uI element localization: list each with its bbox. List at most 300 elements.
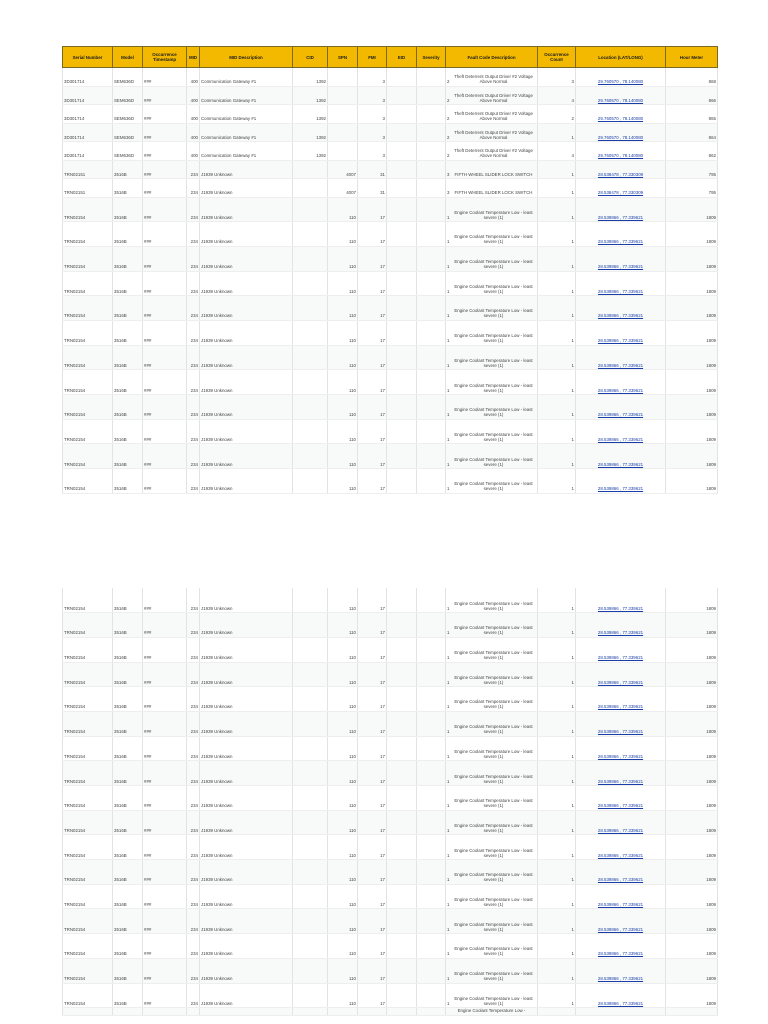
location-link[interactable]: 28.539866 , 77.339621 bbox=[597, 436, 644, 442]
model-cell: 3516B bbox=[113, 662, 143, 687]
fmi-cell: 31 bbox=[358, 179, 387, 198]
location-link[interactable]: 28.539866 , 77.339621 bbox=[597, 630, 644, 636]
spn-cell: 110 bbox=[328, 271, 358, 296]
eid-cell bbox=[387, 105, 417, 124]
hour-meter-cell: 1809 bbox=[666, 958, 718, 983]
model-cell: SEM636D bbox=[113, 68, 143, 87]
eid-cell bbox=[387, 444, 417, 469]
timestamp-cell: ### bbox=[143, 246, 187, 271]
model-cell: 3516B bbox=[113, 810, 143, 835]
location-link[interactable]: 29.760570 , 78.140080 bbox=[597, 134, 644, 140]
fmi-cell: 17 bbox=[358, 860, 387, 885]
col-header-occurrence-count: Occurrence Count bbox=[538, 47, 576, 68]
mid-description-cell: J1939 Unknown bbox=[200, 345, 293, 370]
fmi-cell: 17 bbox=[358, 197, 387, 222]
location-link[interactable]: 28.539866 , 77.339621 bbox=[597, 729, 644, 735]
location-link[interactable]: 28.539866 , 77.339621 bbox=[597, 704, 644, 710]
severity-cell bbox=[417, 909, 446, 934]
severity-cell bbox=[417, 884, 446, 909]
mid-description-cell: J1939 Unknown bbox=[200, 958, 293, 983]
mid-cell: 400 bbox=[187, 68, 200, 87]
occurrence-count-cell: 1 bbox=[538, 687, 576, 712]
col-header-timestamp: Occurrence Timestamp bbox=[143, 47, 187, 68]
serial-number-cell: TRN02154 bbox=[63, 958, 113, 983]
fault-description-cell bbox=[446, 786, 538, 811]
model-cell: SEM636D bbox=[113, 105, 143, 124]
location-cell bbox=[576, 958, 666, 983]
location-link[interactable]: 28.539866 , 77.339621 bbox=[597, 264, 644, 270]
fault-description-text: Engine Coolant Temperature Low - least severe (1) bbox=[454, 456, 533, 467]
fmi-cell: 17 bbox=[358, 271, 387, 296]
location-link[interactable]: 28.539866 , 77.339621 bbox=[597, 1000, 644, 1006]
table-row bbox=[63, 246, 718, 271]
cid-cell bbox=[293, 222, 328, 247]
serial-number-cell: TRN02154 bbox=[63, 469, 113, 494]
severity-cell bbox=[417, 395, 446, 420]
cid-cell bbox=[293, 711, 328, 736]
severity-cell bbox=[417, 246, 446, 271]
fault-description-cell bbox=[446, 105, 538, 124]
empty-cell bbox=[666, 1008, 718, 1016]
hour-meter-cell: 1809 bbox=[666, 419, 718, 444]
location-link[interactable]: 29.760570 , 78.140080 bbox=[597, 116, 644, 121]
occurrence-count-cell: 1 bbox=[538, 320, 576, 345]
fault-description-text: Theft Deterrent Output Driver #2 Voltage Above Normal bbox=[454, 92, 533, 103]
timestamp-cell: ### bbox=[143, 296, 187, 321]
location-cell bbox=[576, 370, 666, 395]
table-row bbox=[63, 444, 718, 469]
severity-number: 1 bbox=[447, 338, 450, 344]
table-row bbox=[63, 736, 718, 761]
mid-cell: 234 bbox=[187, 469, 200, 494]
location-link[interactable]: 28.539866 , 77.339621 bbox=[597, 412, 644, 418]
location-link[interactable]: 29.760570 , 78.140080 bbox=[597, 153, 644, 158]
fault-description-text: Engine Coolant Temperature Low - least severe (1) bbox=[454, 333, 533, 344]
fault-table bbox=[62, 46, 718, 494]
spn-cell: 110 bbox=[328, 736, 358, 761]
severity-cell bbox=[417, 105, 446, 124]
table-row-partial bbox=[63, 1008, 718, 1016]
location-link[interactable]: 28.539866 , 77.339621 bbox=[597, 239, 644, 245]
severity-number: 2 bbox=[447, 97, 450, 103]
severity-cell bbox=[417, 662, 446, 687]
timestamp-cell: ### bbox=[143, 123, 187, 142]
fmi-cell: 17 bbox=[358, 810, 387, 835]
location-link[interactable]: 28.539866 , 77.339621 bbox=[597, 753, 644, 759]
severity-number: 2 bbox=[447, 153, 450, 158]
location-cell bbox=[576, 246, 666, 271]
fmi-cell: 17 bbox=[358, 444, 387, 469]
mid-description-cell: J1939 Unknown bbox=[200, 246, 293, 271]
fault-description-text: FIFTH WHEEL SLIDER LOCK SWITCH bbox=[454, 190, 533, 195]
eid-cell bbox=[387, 419, 417, 444]
fault-description-text: Engine Coolant Temperature Low - least severe (1) bbox=[454, 971, 533, 981]
timestamp-cell: ### bbox=[143, 909, 187, 934]
location-link[interactable]: 28.539866 , 77.339621 bbox=[597, 679, 644, 685]
mid-cell: 234 bbox=[187, 983, 200, 1008]
fault-description-cell bbox=[446, 958, 538, 983]
empty-cell bbox=[187, 1008, 200, 1016]
location-link[interactable]: 28.539866 , 77.339621 bbox=[597, 926, 644, 932]
model-cell: 3516B bbox=[113, 786, 143, 811]
location-link[interactable]: 28.539866 , 77.339621 bbox=[597, 362, 644, 368]
serial-number-cell: TRN02154 bbox=[63, 934, 113, 959]
location-link[interactable]: 28.539866 , 77.339621 bbox=[597, 214, 644, 220]
eid-cell bbox=[387, 613, 417, 638]
model-cell: 3516B bbox=[113, 419, 143, 444]
mid-cell: 234 bbox=[187, 345, 200, 370]
serial-number-cell: TRN02154 bbox=[63, 637, 113, 662]
mid-cell: 234 bbox=[187, 810, 200, 835]
mid-cell: 234 bbox=[187, 662, 200, 687]
fmi-cell: 17 bbox=[358, 613, 387, 638]
timestamp-cell: ### bbox=[143, 613, 187, 638]
location-link[interactable]: 28.539866 , 77.339621 bbox=[597, 655, 644, 661]
severity-number: 1 bbox=[447, 901, 450, 907]
model-cell: 3516B bbox=[113, 160, 143, 179]
fault-description-cell bbox=[446, 179, 538, 198]
model-cell: 3516B bbox=[113, 370, 143, 395]
location-cell bbox=[576, 884, 666, 909]
mid-cell: 234 bbox=[187, 637, 200, 662]
table-row bbox=[63, 419, 718, 444]
cid-cell bbox=[293, 419, 328, 444]
fmi-cell: 17 bbox=[358, 662, 387, 687]
severity-cell bbox=[417, 588, 446, 613]
mid-cell: 234 bbox=[187, 395, 200, 420]
fault-description-cell bbox=[446, 271, 538, 296]
severity-number: 1 bbox=[447, 704, 450, 710]
timestamp-cell: ### bbox=[143, 370, 187, 395]
serial-number-cell: 3D301714 bbox=[63, 123, 113, 142]
hour-meter-cell: 1809 bbox=[666, 736, 718, 761]
model-cell: 3516B bbox=[113, 345, 143, 370]
eid-cell bbox=[387, 68, 417, 87]
serial-number-cell: TRN02154 bbox=[63, 588, 113, 613]
fault-description-text: Theft Deterrent Output Driver #2 Voltage Above Normal bbox=[454, 148, 533, 158]
hour-meter-cell: 1809 bbox=[666, 197, 718, 222]
col-header-fmi: FMI bbox=[358, 47, 387, 68]
location-link[interactable]: 28.539866 , 77.339621 bbox=[597, 901, 644, 907]
mid-cell: 400 bbox=[187, 123, 200, 142]
mid-description-cell: J1939 Unknown bbox=[200, 934, 293, 959]
model-cell: 3516B bbox=[113, 296, 143, 321]
table-row bbox=[63, 983, 718, 1008]
hour-meter-cell: 862 bbox=[666, 142, 718, 161]
location-link[interactable]: 28.539866 , 77.339621 bbox=[597, 951, 644, 957]
location-cell bbox=[576, 711, 666, 736]
mid-description-cell: J1939 Unknown bbox=[200, 810, 293, 835]
eid-cell bbox=[387, 370, 417, 395]
serial-number-cell: TRN02154 bbox=[63, 296, 113, 321]
hour-meter-cell: 1809 bbox=[666, 370, 718, 395]
severity-number: 1 bbox=[447, 778, 450, 784]
location-link[interactable]: 28.539866 , 77.339621 bbox=[597, 288, 644, 294]
timestamp-cell: ### bbox=[143, 983, 187, 1008]
fault-description-text: Engine Coolant Temperature Low - least severe (1) bbox=[454, 431, 533, 442]
serial-number-cell: TRN02154 bbox=[63, 222, 113, 247]
severity-cell bbox=[417, 142, 446, 161]
fmi-cell: 17 bbox=[358, 222, 387, 247]
fmi-cell: 17 bbox=[358, 637, 387, 662]
hour-meter-cell: 1809 bbox=[666, 835, 718, 860]
spn-cell: 110 bbox=[328, 958, 358, 983]
fault-description-cell bbox=[446, 983, 538, 1008]
mid-description-cell: J1939 Unknown bbox=[200, 736, 293, 761]
table-row bbox=[63, 810, 718, 835]
table-body bbox=[63, 68, 718, 494]
table-row bbox=[63, 142, 718, 161]
severity-number: 1 bbox=[447, 729, 450, 735]
table-row bbox=[63, 687, 718, 712]
mid-cell: 400 bbox=[187, 86, 200, 105]
serial-number-cell: TRN02154 bbox=[63, 271, 113, 296]
severity-number: 1 bbox=[447, 214, 450, 220]
severity-number: 1 bbox=[447, 461, 450, 467]
spn-cell: 110 bbox=[328, 637, 358, 662]
mid-cell: 234 bbox=[187, 222, 200, 247]
eid-cell bbox=[387, 909, 417, 934]
spn-cell: 110 bbox=[328, 835, 358, 860]
location-link[interactable]: 28.539866 , 77.339621 bbox=[597, 338, 644, 344]
serial-number-cell: TRN02154 bbox=[63, 711, 113, 736]
location-link[interactable]: 28.539866 , 77.339621 bbox=[597, 976, 644, 981]
timestamp-cell: ### bbox=[143, 271, 187, 296]
location-link[interactable]: 28.539866 , 77.339621 bbox=[597, 605, 644, 611]
cid-cell: 1392 bbox=[293, 68, 328, 87]
mid-cell: 234 bbox=[187, 444, 200, 469]
hour-meter-cell: 1809 bbox=[666, 246, 718, 271]
location-cell bbox=[576, 86, 666, 105]
fmi-cell: 17 bbox=[358, 983, 387, 1008]
col-header-severity: Severity bbox=[417, 47, 446, 68]
cid-cell bbox=[293, 345, 328, 370]
eid-cell bbox=[387, 160, 417, 179]
mid-description-cell: J1939 Unknown bbox=[200, 637, 293, 662]
location-cell bbox=[576, 160, 666, 179]
table-row bbox=[63, 835, 718, 860]
table-row bbox=[63, 345, 718, 370]
severity-number: 2 bbox=[447, 134, 450, 140]
eid-cell bbox=[387, 958, 417, 983]
table-row bbox=[63, 588, 718, 613]
serial-number-cell: TRN02154 bbox=[63, 736, 113, 761]
mid-description-cell: Communication Gateway #1 bbox=[200, 105, 293, 124]
location-link[interactable]: 28.539866 , 77.339621 bbox=[597, 877, 644, 883]
severity-number: 1 bbox=[447, 362, 450, 368]
mid-description-cell: J1939 Unknown bbox=[200, 662, 293, 687]
fault-description-cell bbox=[446, 142, 538, 161]
severity-cell bbox=[417, 271, 446, 296]
col-header-hour-meter: Hour Meter bbox=[666, 47, 718, 68]
table-row bbox=[63, 958, 718, 983]
cid-cell bbox=[293, 296, 328, 321]
location-link[interactable]: 28.539866 , 77.339621 bbox=[597, 387, 644, 393]
fault-description-cell bbox=[446, 687, 538, 712]
model-cell: 3516B bbox=[113, 395, 143, 420]
mid-description-cell: J1939 Unknown bbox=[200, 613, 293, 638]
spn-cell: 110 bbox=[328, 246, 358, 271]
location-link[interactable]: 28.538478 , 77.330309 bbox=[597, 190, 644, 195]
fault-description-text: Engine Coolant Temperature Low - least severe (1) bbox=[454, 600, 533, 611]
fault-description-cell bbox=[446, 320, 538, 345]
table-row bbox=[63, 662, 718, 687]
location-link[interactable]: 28.539866 , 77.339621 bbox=[597, 461, 644, 467]
eid-cell bbox=[387, 469, 417, 494]
hour-meter-cell: 1809 bbox=[666, 588, 718, 613]
spn-cell: 110 bbox=[328, 588, 358, 613]
eid-cell bbox=[387, 835, 417, 860]
spn-cell: 110 bbox=[328, 345, 358, 370]
fault-description-text: Engine Coolant Temperature Low - least severe (1) bbox=[454, 234, 533, 245]
occurrence-count-cell: 1 bbox=[538, 419, 576, 444]
fault-description-cell bbox=[446, 222, 538, 247]
hour-meter-cell: 1809 bbox=[666, 222, 718, 247]
spn-cell: 110 bbox=[328, 222, 358, 247]
table-row bbox=[63, 271, 718, 296]
hour-meter-cell: 1809 bbox=[666, 884, 718, 909]
location-link[interactable]: 28.539866 , 77.339621 bbox=[597, 778, 644, 784]
timestamp-cell: ### bbox=[143, 662, 187, 687]
spn-cell: 4007 bbox=[328, 160, 358, 179]
model-cell: 3516B bbox=[113, 835, 143, 860]
cid-cell bbox=[293, 637, 328, 662]
fault-description-text: Engine Coolant Temperature Low - least severe (1) bbox=[454, 699, 533, 710]
serial-number-cell: TRN02154 bbox=[63, 419, 113, 444]
timestamp-cell: ### bbox=[143, 835, 187, 860]
mid-description-cell: J1939 Unknown bbox=[200, 835, 293, 860]
severity-cell bbox=[417, 86, 446, 105]
cid-cell: 1392 bbox=[293, 123, 328, 142]
spn-cell: 110 bbox=[328, 761, 358, 786]
timestamp-cell: ### bbox=[143, 320, 187, 345]
serial-number-cell: TRN02154 bbox=[63, 613, 113, 638]
location-cell bbox=[576, 909, 666, 934]
fault-description-text: Engine Coolant Temperature Low - least severe (1) bbox=[454, 995, 533, 1006]
severity-cell bbox=[417, 637, 446, 662]
model-cell: 3516B bbox=[113, 271, 143, 296]
serial-number-cell: TRN02154 bbox=[63, 835, 113, 860]
location-cell bbox=[576, 142, 666, 161]
hour-meter-cell: 868 bbox=[666, 68, 718, 87]
occurrence-count-cell: 1 bbox=[538, 370, 576, 395]
location-cell bbox=[576, 860, 666, 885]
severity-number: 1 bbox=[447, 803, 450, 809]
table-row bbox=[63, 160, 718, 179]
fault-description-cell bbox=[446, 296, 538, 321]
eid-cell bbox=[387, 345, 417, 370]
fault-description-text: Engine Coolant Temperature Low - least severe (1) bbox=[454, 896, 533, 907]
spn-cell: 110 bbox=[328, 909, 358, 934]
hour-meter-cell: 866 bbox=[666, 86, 718, 105]
eid-cell bbox=[387, 86, 417, 105]
location-link[interactable]: 28.539866 , 77.339621 bbox=[597, 486, 644, 492]
eid-cell bbox=[387, 395, 417, 420]
cid-cell bbox=[293, 271, 328, 296]
location-link[interactable]: 28.539866 , 77.339621 bbox=[597, 803, 644, 809]
spn-cell: 110 bbox=[328, 395, 358, 420]
mid-cell: 234 bbox=[187, 320, 200, 345]
mid-cell: 234 bbox=[187, 271, 200, 296]
cid-cell bbox=[293, 958, 328, 983]
severity-cell bbox=[417, 123, 446, 142]
model-cell: 3516B bbox=[113, 588, 143, 613]
location-link[interactable]: 28.538478 , 77.330309 bbox=[597, 171, 644, 177]
timestamp-cell: ### bbox=[143, 786, 187, 811]
col-header-mid: MID bbox=[187, 47, 200, 68]
location-link[interactable]: 29.760570 , 78.140080 bbox=[597, 97, 644, 103]
cid-cell bbox=[293, 662, 328, 687]
hour-meter-cell: 1809 bbox=[666, 860, 718, 885]
location-link[interactable]: 28.539866 , 77.339621 bbox=[597, 852, 644, 858]
table-row bbox=[63, 68, 718, 87]
table-row bbox=[63, 884, 718, 909]
empty-cell bbox=[417, 1008, 446, 1016]
fault-description-text: Engine Coolant Temperature Low - least severe (1) bbox=[454, 283, 533, 294]
spn-cell bbox=[328, 86, 358, 105]
serial-number-cell: TRN02154 bbox=[63, 761, 113, 786]
severity-number: 1 bbox=[447, 827, 450, 833]
fault-description-text: Engine Coolant Temperature Low - least severe (1) bbox=[454, 724, 533, 735]
col-header-eid: EID bbox=[387, 47, 417, 68]
col-header-model: Model bbox=[113, 47, 143, 68]
location-cell bbox=[576, 123, 666, 142]
hour-meter-cell: 865 bbox=[666, 105, 718, 124]
serial-number-cell: 3D301714 bbox=[63, 86, 113, 105]
fault-description-cell bbox=[446, 395, 538, 420]
timestamp-cell: ### bbox=[143, 179, 187, 198]
empty-cell bbox=[293, 1008, 328, 1016]
cid-cell bbox=[293, 835, 328, 860]
cid-cell: 1392 bbox=[293, 142, 328, 161]
severity-number: 1 bbox=[447, 412, 450, 418]
col-header-mid-description: MID Description bbox=[200, 47, 293, 68]
col-header-serial: Serial Number bbox=[63, 47, 113, 68]
mid-description-cell: J1939 Unknown bbox=[200, 320, 293, 345]
location-link[interactable]: 28.539866 , 77.339621 bbox=[597, 313, 644, 319]
fault-report-page-2 bbox=[62, 588, 717, 1016]
model-cell: 3516B bbox=[113, 909, 143, 934]
severity-cell bbox=[417, 934, 446, 959]
spn-cell bbox=[328, 105, 358, 124]
timestamp-cell: ### bbox=[143, 761, 187, 786]
fault-description-cell bbox=[446, 637, 538, 662]
mid-description-cell: J1939 Unknown bbox=[200, 419, 293, 444]
occurrence-count-cell: 1 bbox=[538, 761, 576, 786]
hour-meter-cell: 1809 bbox=[666, 983, 718, 1008]
location-link[interactable]: 28.539866 , 77.339621 bbox=[597, 827, 644, 833]
location-link[interactable]: 29.760570 , 78.140080 bbox=[597, 79, 644, 84]
empty-cell bbox=[113, 1008, 143, 1016]
fmi-cell: 17 bbox=[358, 588, 387, 613]
cid-cell bbox=[293, 370, 328, 395]
hour-meter-cell: 1809 bbox=[666, 444, 718, 469]
severity-cell bbox=[417, 835, 446, 860]
fault-description-cell bbox=[446, 884, 538, 909]
mid-cell: 234 bbox=[187, 179, 200, 198]
fmi-cell: 17 bbox=[358, 687, 387, 712]
hour-meter-cell: 795 bbox=[666, 160, 718, 179]
fault-description-cell bbox=[446, 736, 538, 761]
eid-cell bbox=[387, 142, 417, 161]
timestamp-cell: ### bbox=[143, 142, 187, 161]
table-row bbox=[63, 296, 718, 321]
hour-meter-cell: 1809 bbox=[666, 637, 718, 662]
table-body bbox=[63, 588, 718, 1016]
cid-cell bbox=[293, 934, 328, 959]
fault-description-text: Theft Deterrent Output Driver #2 Voltage Above Normal bbox=[454, 129, 533, 140]
occurrence-count-cell: 1 bbox=[538, 246, 576, 271]
